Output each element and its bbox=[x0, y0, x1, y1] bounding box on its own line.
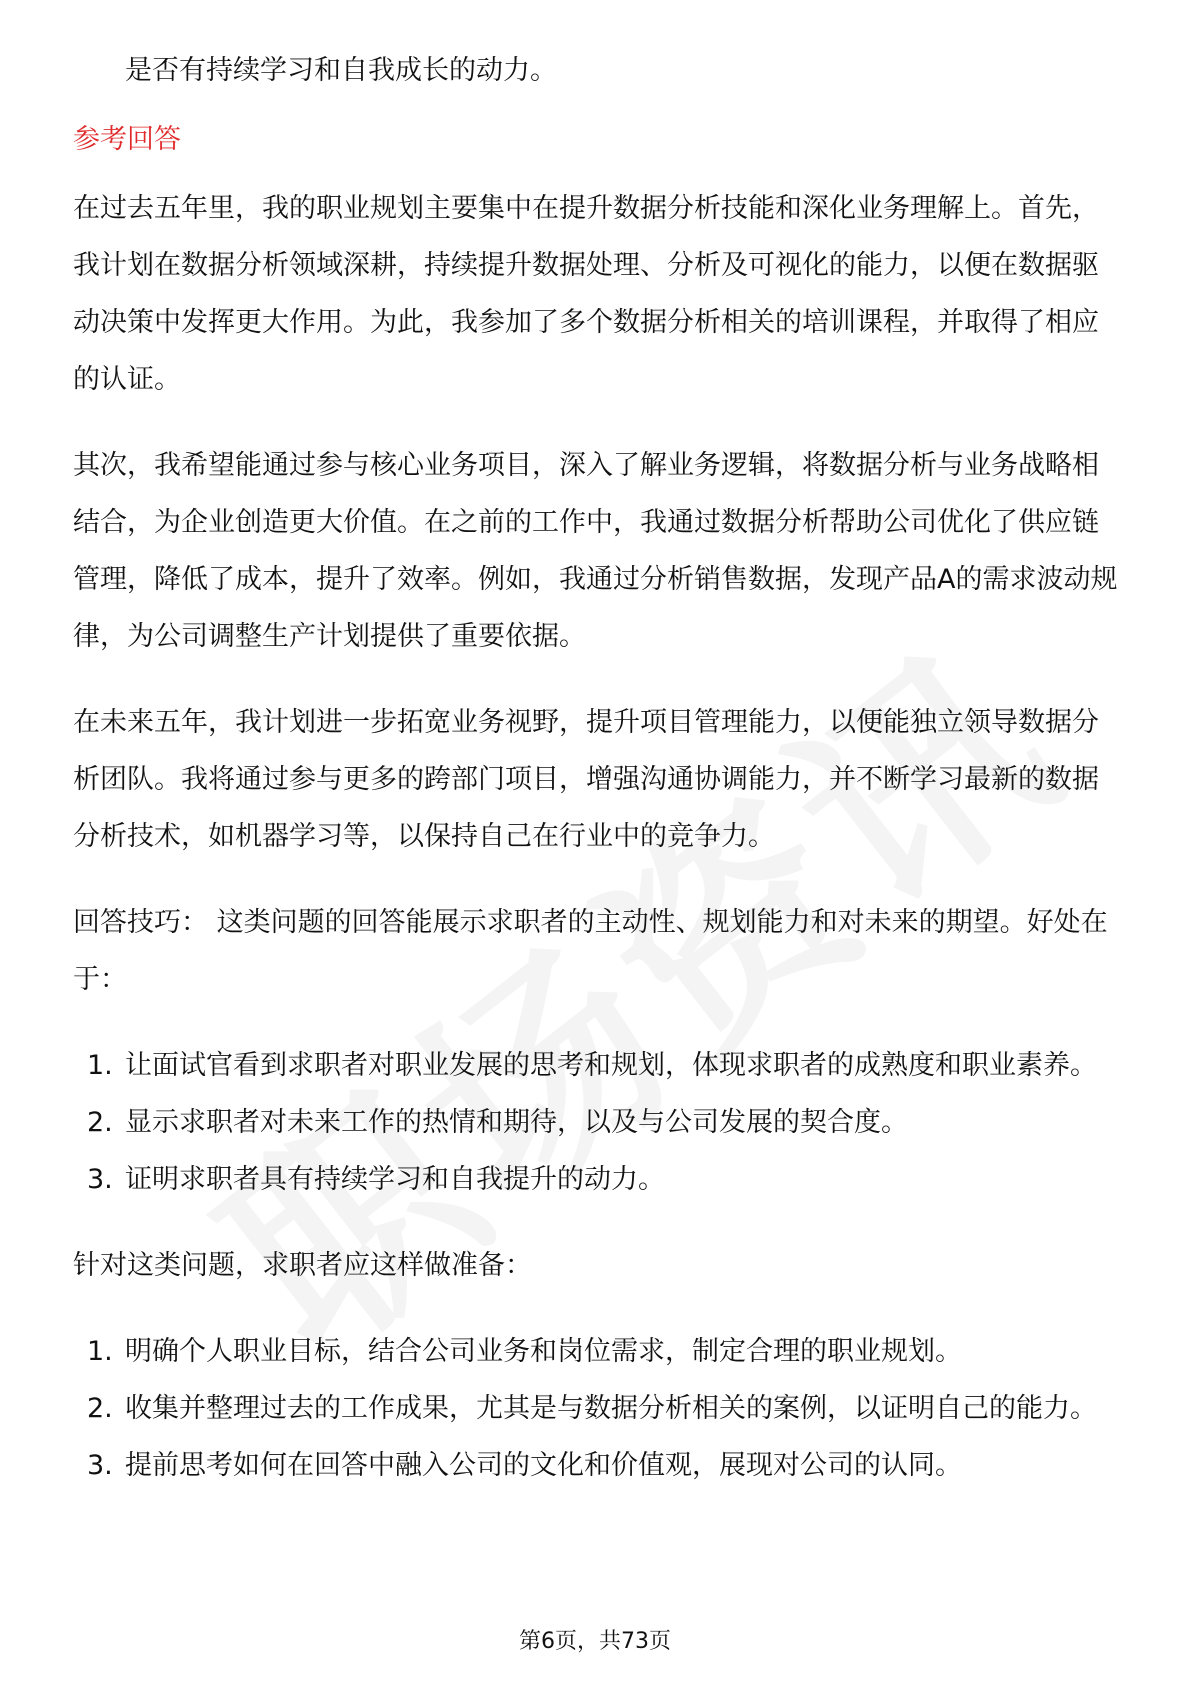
list-number: 2. bbox=[87, 1393, 113, 1424]
tips-list bbox=[73, 1037, 1123, 1208]
answer-paragraph-2: 其次，我希望能通过参与核心业务项目，深入了解业务逻辑，将数据分析与业务战略相结合，为企业创造更大价值。在之前的工作中，我通过数据分析帮助公司优化了供应链管理，降低了成本，提升了效率。例如，我通过分析销售数据，发现产品A的需求波动规律，为公司调整生产计划提供了重要依据。 bbox=[73, 450, 1118, 652]
list-number: 1. bbox=[87, 1050, 113, 1081]
preparation-list bbox=[73, 1323, 1123, 1494]
list-number: 3. bbox=[87, 1450, 113, 1481]
list-item-text: 收集并整理过去的工作成果，尤其是与数据分析相关的案例，以证明自己的能力。 bbox=[125, 1393, 1097, 1424]
list-item-text: 证明求职者具有持续学习和自我提升的动力。 bbox=[125, 1164, 665, 1195]
list-item bbox=[73, 1323, 1123, 1380]
list-number: 3. bbox=[87, 1164, 113, 1195]
reference-answer-heading: 参考回答 bbox=[73, 124, 181, 155]
list-number: 2. bbox=[87, 1107, 113, 1138]
list-item-text: 提前思考如何在回答中融入公司的文化和价值观，展现对公司的认同。 bbox=[125, 1450, 962, 1481]
page-content bbox=[73, 42, 1123, 1523]
list-item-text: 显示求职者对未来工作的热情和期待，以及与公司发展的契合度。 bbox=[125, 1107, 908, 1138]
list-item bbox=[73, 1094, 1123, 1151]
list-item bbox=[73, 1151, 1123, 1208]
intro-line: 是否有持续学习和自我成长的动力。 bbox=[125, 55, 557, 86]
list-item bbox=[73, 1037, 1123, 1094]
list-item bbox=[73, 1437, 1123, 1494]
preparation-intro: 针对这类问题，求职者应这样做准备： bbox=[73, 1250, 532, 1281]
list-number: 1. bbox=[87, 1336, 113, 1367]
list-item-text: 让面试官看到求职者对职业发展的思考和规划，体现求职者的成熟度和职业素养。 bbox=[125, 1050, 1097, 1081]
page-footer: 第6页，共73页 bbox=[519, 1629, 671, 1654]
list-item bbox=[73, 1380, 1123, 1437]
answer-paragraph-3: 在未来五年，我计划进一步拓宽业务视野，提升项目管理能力，以便能独立领导数据分析团队。我将通过参与更多的跨部门项目，增强沟通协调能力，并不断学习最新的数据分析技术，如机器学习等，以保持自己在行业中的竞争力。 bbox=[73, 707, 1099, 852]
list-item-text: 明确个人职业目标，结合公司业务和岗位需求，制定合理的职业规划。 bbox=[125, 1336, 962, 1367]
tips-intro: 回答技巧： 这类问题的回答能展示求职者的主动性、规划能力和对未来的期望。好处在于： bbox=[73, 907, 1108, 995]
answer-paragraph-1: 在过去五年里，我的职业规划主要集中在提升数据分析技能和深化业务理解上。首先，我计划在数据分析领域深耕，持续提升数据处理、分析及可视化的能力，以便在数据驱动决策中发挥更大作用。为此，我参加了多个数据分析相关的培训课程，并取得了相应的认证。 bbox=[73, 193, 1099, 395]
